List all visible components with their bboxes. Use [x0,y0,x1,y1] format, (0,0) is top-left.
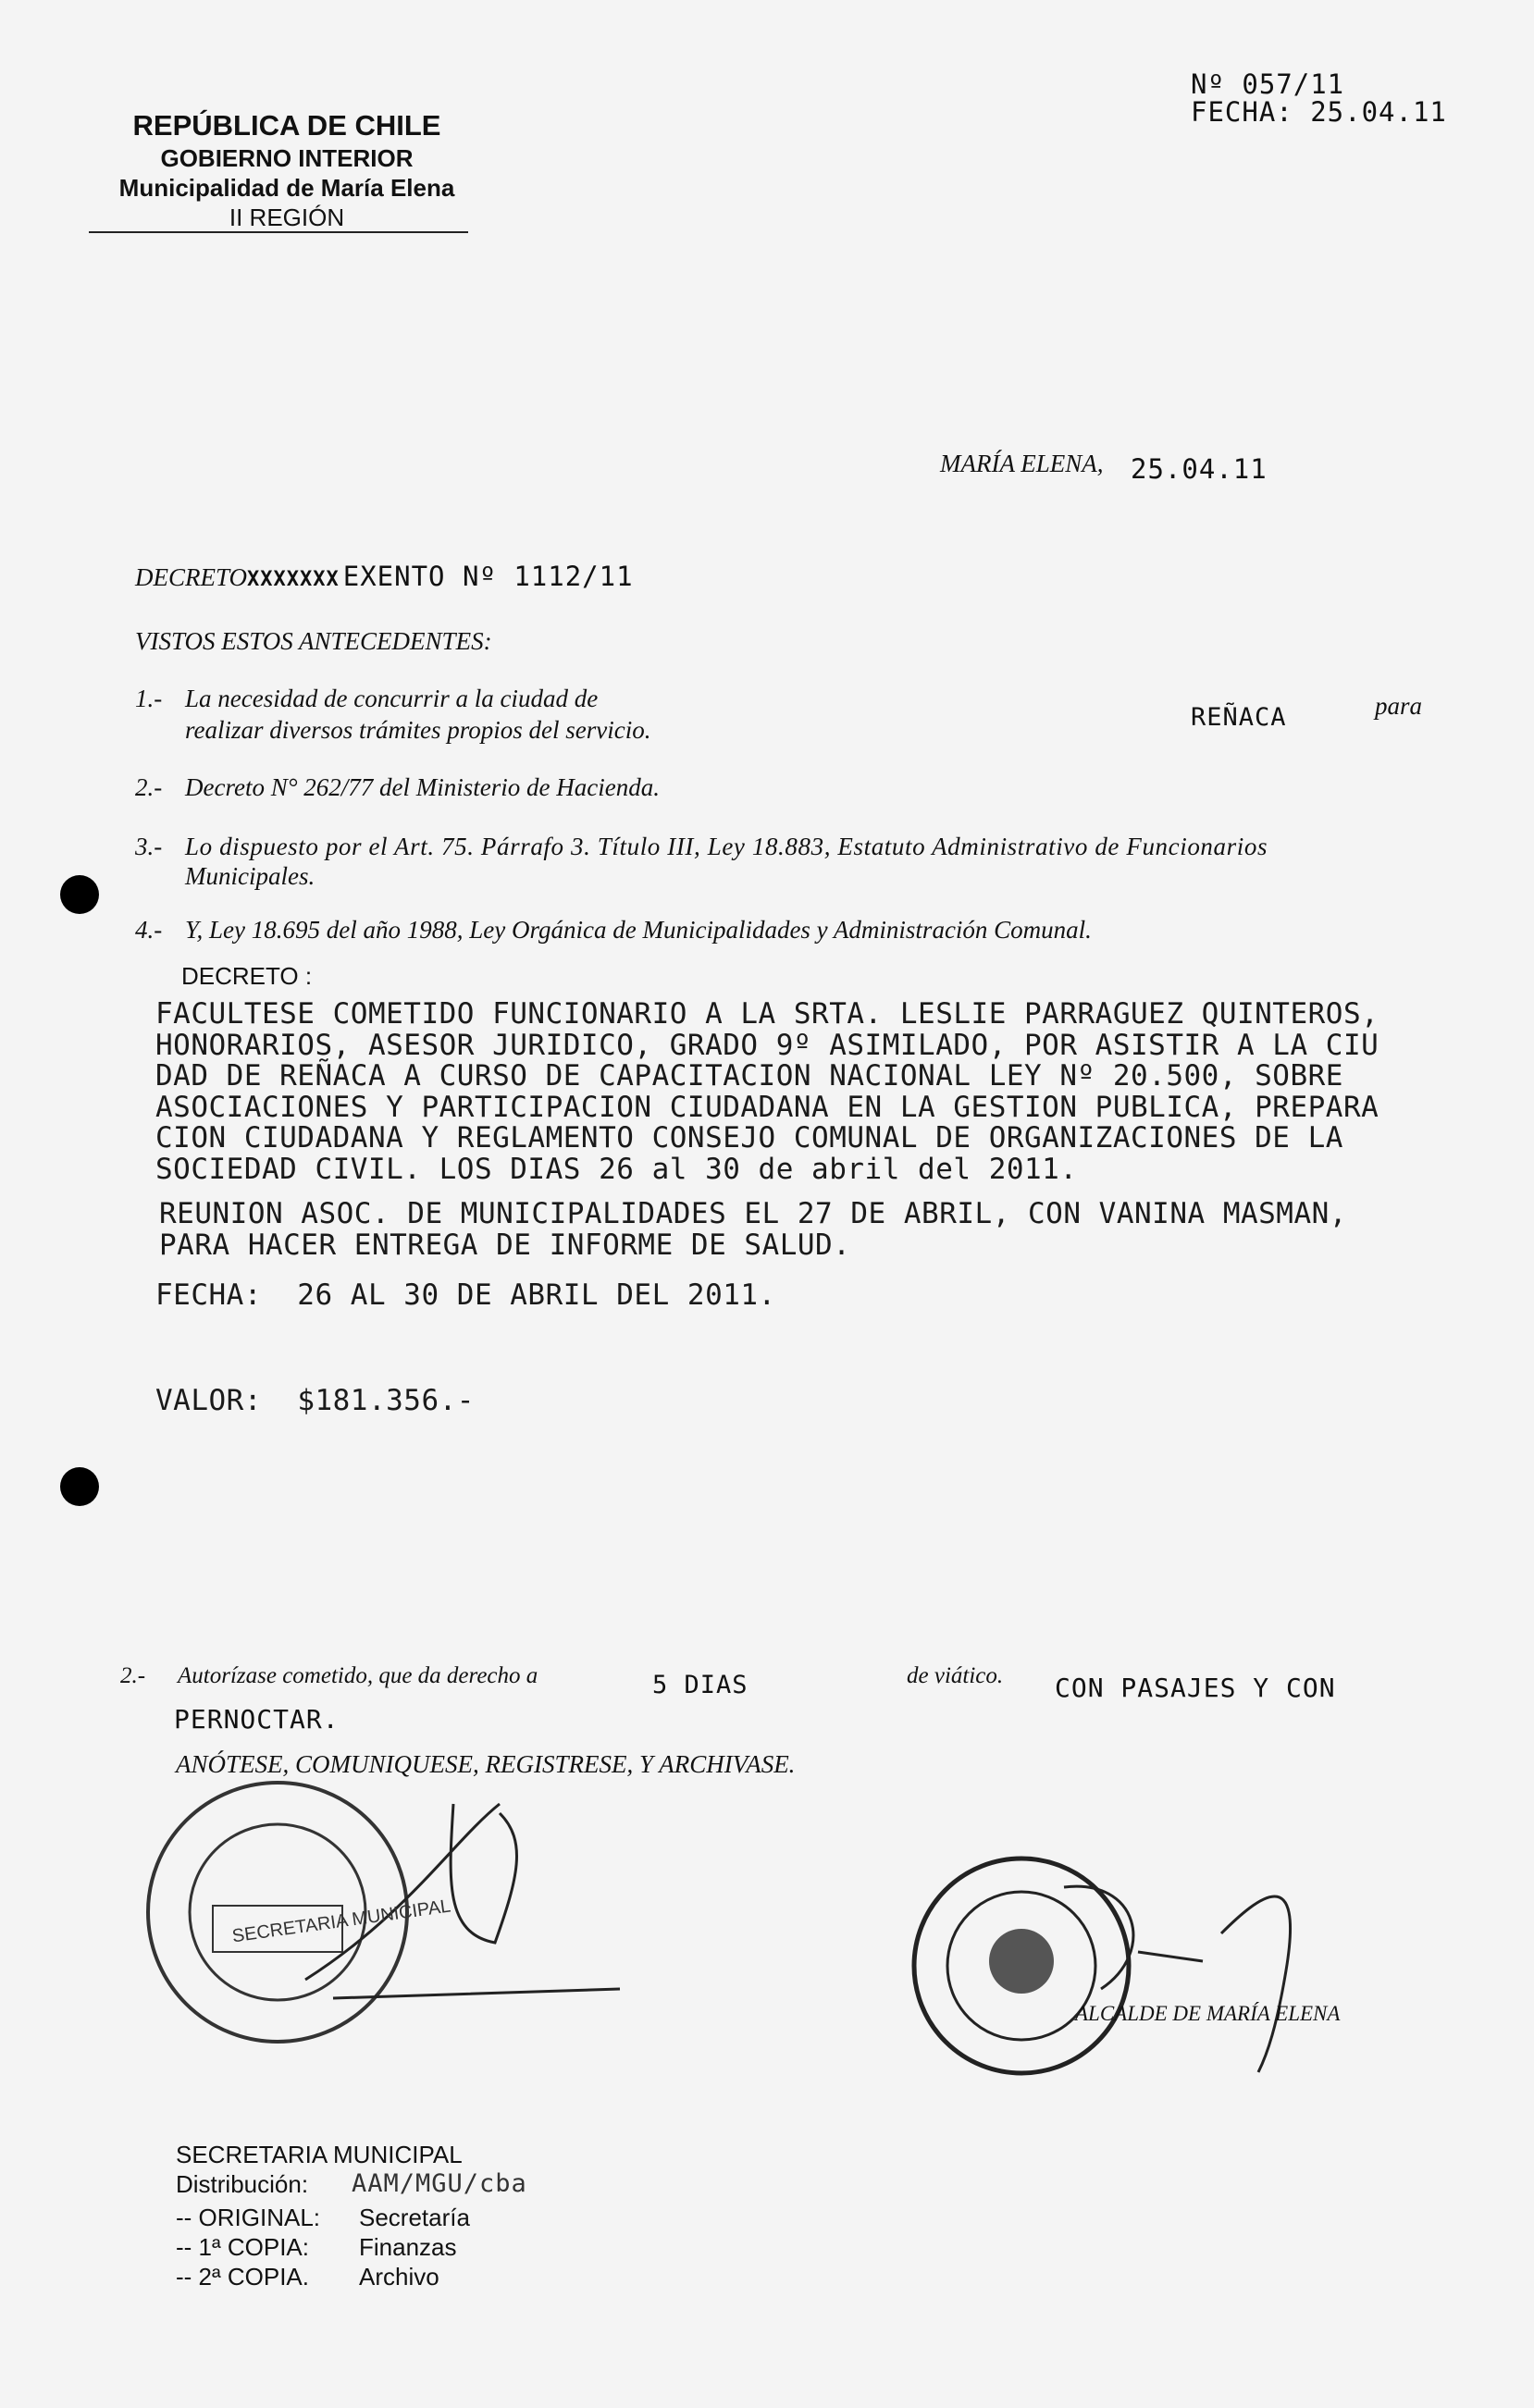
decree-body [155,999,1379,1185]
decree-title [135,561,634,592]
fecha-line: FECHA: 26 AL 30 DE ABRIL DEL 2011. [155,1278,776,1312]
item-suffix: para [1375,692,1423,720]
decree-number: EXENTO Nº 1112/11 [342,561,634,592]
place: MARÍA ELENA, [940,450,1104,477]
body-line: FACULTESE COMETIDO FUNCIONARIO A LA SRTA. LESLIE PARRAGUEZ QUINTEROS, [155,997,1379,1031]
body-line: REUNION ASOC. DE MUNICIPALIDADES EL 27 DE ABRIL, CON VANINA MASMAN, [159,1197,1347,1230]
item-text: Decreto N° 262/77 del Ministerio de Hacienda. [185,773,660,801]
vistos-heading: VISTOS ESTOS ANTECEDENTES: [135,627,492,655]
item-text: realizar diversos trámites propios del servicio. [185,716,651,744]
closing-text: ANÓTESE, COMUNIQUESE, REGISTRESE, Y ARCHIVASE. [176,1750,796,1778]
item-city: REÑACA [1191,703,1287,732]
ministry-heading: GOBIERNO INTERIOR [160,144,414,172]
distribution-row-value: Archivo [359,2263,439,2291]
item-number: 4.- [135,916,163,944]
punch-hole [60,1467,99,1506]
item-text: La necesidad de concurrir a la ciudad de [185,685,599,712]
date: 25.04.11 [1131,453,1268,485]
item-number: 2.- [135,773,163,801]
valor-label: VALOR: [155,1384,262,1417]
municipality-heading: Municipalidad de María Elena [118,174,455,202]
authorize-text: Autorízase cometido, que da derecho a [178,1663,538,1688]
right-stamp-signature [897,1841,1342,2091]
item-text: Y, Ley 18.695 del año 1988, Ley Orgánica de Municipalidades y Administración Comunal. [185,916,1092,944]
item-number: 3.- [135,833,163,860]
header-divider [89,231,468,233]
reference-number: Nº 057/11 [1191,68,1345,100]
region-heading: II REGIÓN [229,204,345,231]
body-line: ASOCIACIONES Y PARTICIPACION CIUDADANA EN LA GESTION PUBLICA, PREPARA [155,1090,1379,1124]
distribution-row-label: -- 2ª COPIA. [176,2263,309,2291]
item-text: Lo dispuesto por el Art. 75. Párrafo 3. Título III, Ley 18.883, Estatuto Administrativo de Funcionarios [185,833,1268,860]
body-line: CION CIUDADANA Y REGLAMENTO CONSEJO COMUNAL DE ORGANIZACIONES DE LA [155,1121,1343,1155]
decreto-label: DECRETO : [181,962,313,990]
footer-title: SECRETARIA MUNICIPAL [176,2141,463,2168]
authorize-extra: CON PASAJES Y CON [1055,1673,1336,1703]
distribution-label: Distribución: [176,2170,309,2198]
authorize-number: 2.- [120,1663,146,1688]
distribution-row-label: -- ORIGINAL: [176,2204,321,2231]
body-line: PARA HACER ENTREGA DE INFORME DE SALUD. [159,1228,851,1262]
viatico-label: de viático. [907,1663,1004,1688]
mayor-label: ALCALDE DE MARÍA ELENA [1075,2002,1341,2025]
item-number: 1.- [135,685,163,712]
reference-date: FECHA: 25.04.11 [1191,96,1447,128]
decree-struck: XXXXXXX [247,568,340,591]
authorize-extra: PERNOCTAR. [174,1704,340,1735]
country-heading: REPÚBLICA DE CHILE [132,109,441,142]
valor-amount: $181.356.- [297,1384,475,1417]
stamp-left-center: SECRETARIA MUNICIPAL [230,1896,452,1947]
decree-body-2 [159,1199,1347,1261]
distribution-row-value: Finanzas [359,2233,457,2261]
valor-line [155,1386,475,1417]
initials: AAM/MGU/cba [352,2169,527,2198]
distribution-row-label: -- 1ª COPIA: [176,2233,309,2261]
decree-label: DECRETO [135,563,248,591]
punch-hole [60,875,99,914]
signature [305,1804,620,1998]
body-line: DAD DE REÑACA A CURSO DE CAPACITACION NACIONAL LEY Nº 20.500, SOBRE [155,1059,1343,1093]
body-line: HONORARIOS, ASESOR JURIDICO, GRADO 9º ASIMILADO, POR ASISTIR A LA CIU [155,1028,1379,1062]
item-text: Municipales. [185,862,315,890]
distribution-row-value: Secretaría [359,2204,470,2231]
authorize-days: 5 DIAS [652,1671,748,1699]
body-line: SOCIEDAD CIVIL. LOS DIAS 26 al 30 de abril del 2011. [155,1152,1078,1186]
